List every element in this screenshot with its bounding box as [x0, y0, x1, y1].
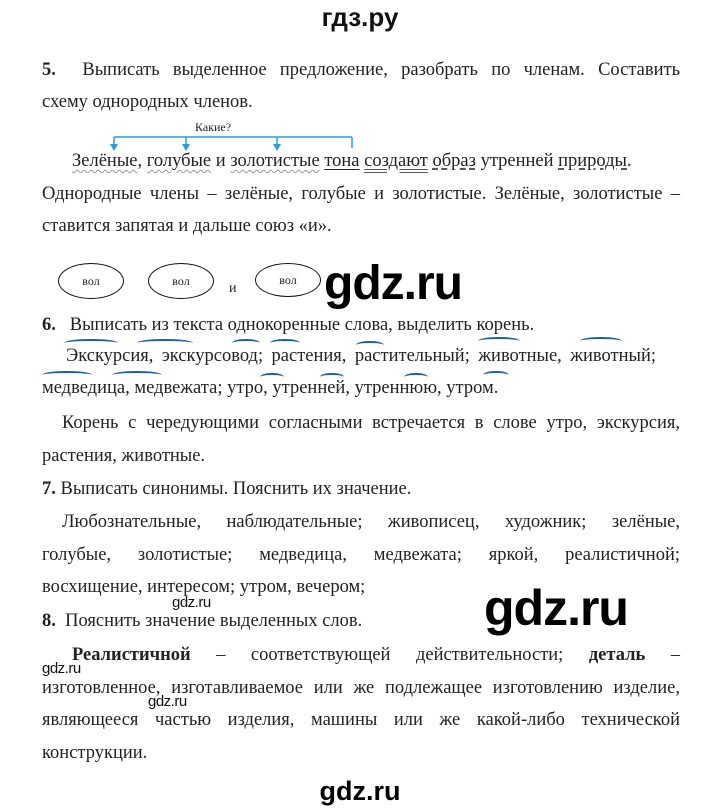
scheme-oval-3: вол: [255, 263, 321, 297]
task7-title-line: [42, 477, 680, 501]
sentence-end: .: [627, 151, 632, 171]
watermark-small: gdz.ru: [42, 660, 81, 677]
task8-title-line: [42, 609, 680, 633]
task5-text: Выписать выделенное предложение, разобрать по членам. Составить: [82, 60, 681, 80]
predicate-word: создают: [364, 151, 428, 171]
watermark-small: gdz.ru: [172, 594, 211, 611]
homogeneous-arrow-diagram: [0, 0, 720, 160]
sentence-punct: ,: [137, 151, 147, 171]
homogeneous-word-1: Зелёные: [72, 151, 138, 171]
question-label: Какие?: [195, 120, 232, 134]
task5-line2: схему однородных членов.: [42, 92, 253, 112]
task8-title: Пояснить значение выделенных слов.: [65, 611, 363, 631]
watermark-small: gdz.ru: [148, 693, 187, 710]
object-word: образ: [432, 151, 476, 171]
term-detail: деталь: [588, 645, 646, 665]
task6-number: 6.: [42, 315, 56, 335]
task6-note-line2: растения, животные.: [42, 446, 206, 466]
task8-def-line4: конструкции.: [42, 743, 148, 763]
definition-dash: –: [670, 645, 681, 665]
homogeneous-word-2: голубые: [146, 151, 212, 171]
sentence-attr: утренней: [475, 151, 559, 171]
task8-def-line3: являющееся частью изделия, машины или же какой-либо технической: [42, 710, 680, 730]
task5-number: 5.: [42, 60, 56, 80]
task6-words-line2: медведица, медвежата; утро, утренней, утреннюю, утром.: [42, 378, 499, 398]
definition-realistic: – соответствующей действительности;: [216, 645, 564, 665]
scheme-oval-2: вол: [148, 263, 214, 299]
homogeneous-word-3: золотистые: [230, 151, 320, 171]
term-realistic: Реалистичной: [72, 645, 191, 665]
footer-watermark: gdz.ru: [319, 776, 401, 806]
analyzed-sentence: [72, 149, 680, 173]
task6-words-line1: Экскурсия, экскурсовод; растения, растительный; животные, животный;: [66, 346, 656, 366]
watermark-large: gdz.ru: [484, 580, 628, 636]
site-header-title: гдз.ру: [321, 2, 399, 32]
task7-line1: Любознательные, наблюдательные; живописец, художник; зелёные,: [62, 512, 680, 532]
task6-note-line1: Корень с чередующими согласными встречается в слове утро, экскурсия,: [62, 413, 680, 433]
task5-explain-line2: ставится запятая и дальше союз «и».: [42, 216, 332, 236]
task7-number: 7.: [42, 479, 56, 499]
task8-def-line1: [72, 643, 680, 667]
task8-def-line2: изготовленное, изготавливаемое или же подлежащее изготовлению изделие,: [42, 678, 680, 698]
scheme-oval-1: вол: [58, 263, 124, 299]
watermark-large: gdz.ru: [324, 257, 462, 310]
task7-title: Выписать синонимы. Пояснить их значение.: [60, 479, 412, 499]
task7-line3: восхищение, интересом; утром, вечером;: [42, 577, 366, 597]
task8-number: 8.: [42, 611, 56, 631]
subject-word: тона: [324, 151, 360, 171]
sentence-conj: и: [211, 151, 231, 171]
task5-explain-line1: Однородные члены – зелёные, голубые и золотистые. Зелёные, золотистые –: [42, 184, 680, 204]
task6-title-line: [42, 313, 680, 337]
task7-line2: голубые, золотистые; медведица, медвежата; яркой, реалистичной;: [42, 545, 680, 565]
object-word-2: природы: [558, 151, 627, 171]
task6-title: Выписать из текста однокоренные слова, выделить корень.: [69, 315, 535, 335]
scheme-conjunction: и: [229, 281, 237, 296]
